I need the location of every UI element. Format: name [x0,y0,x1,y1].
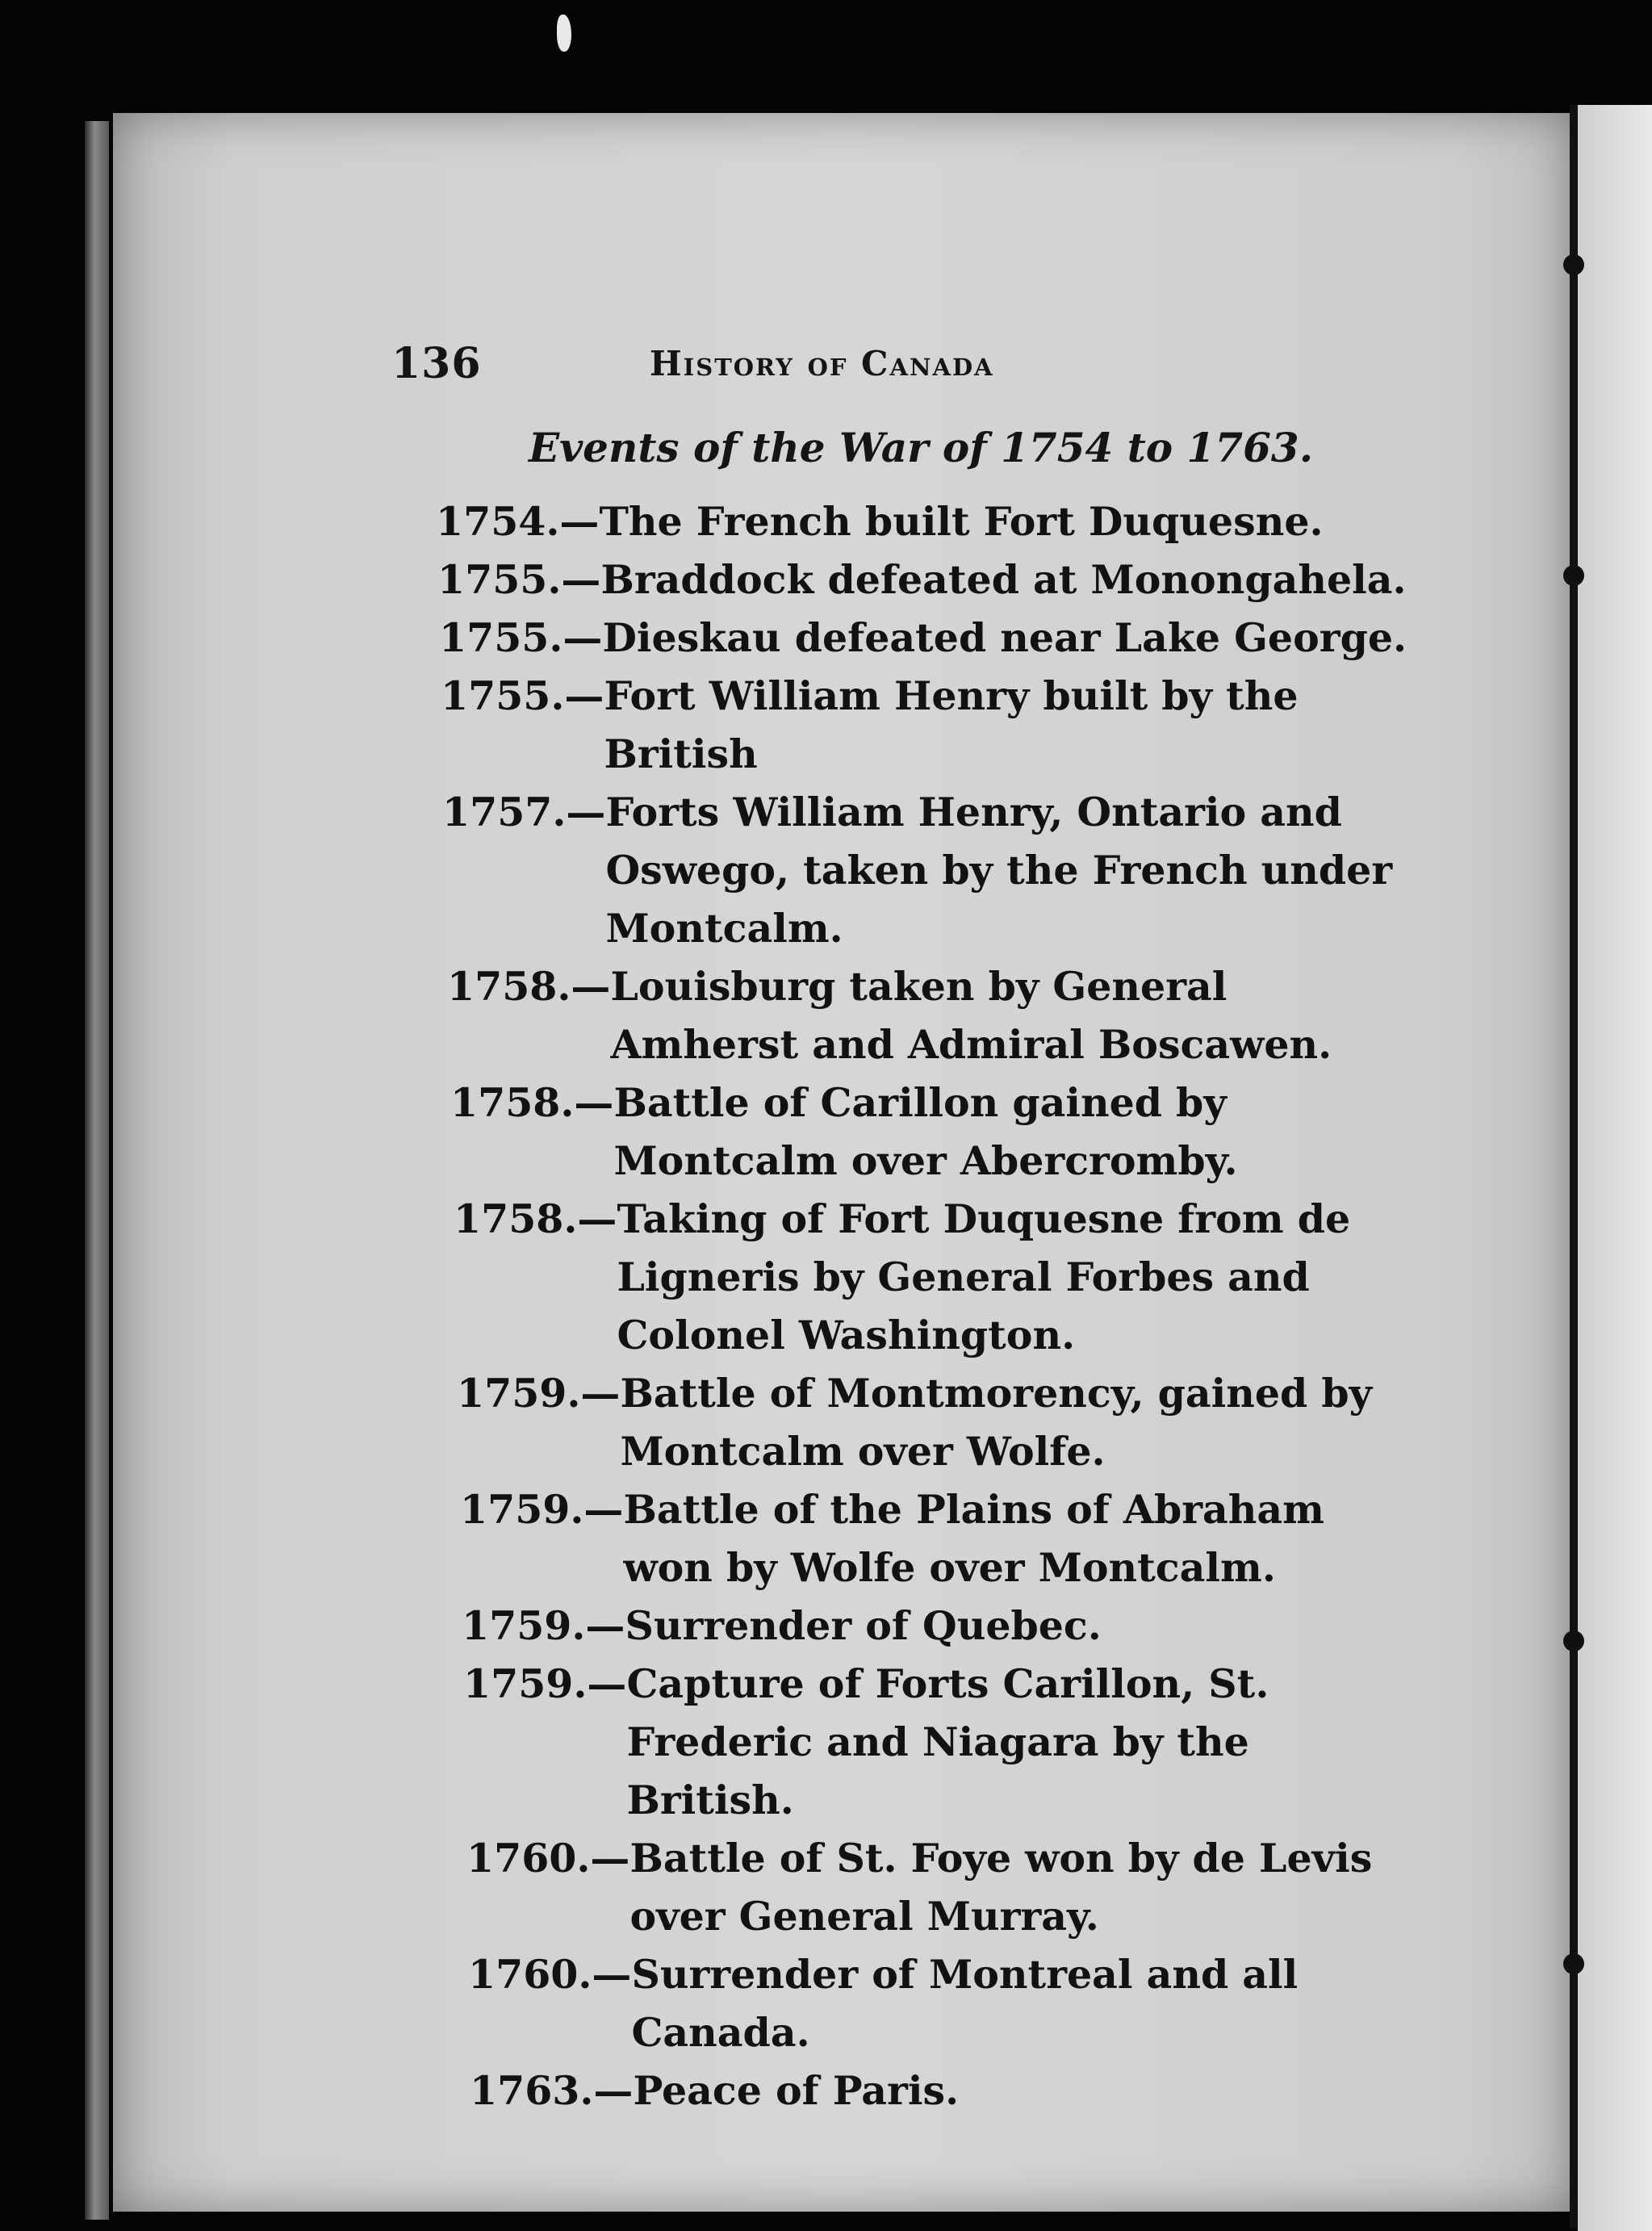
event-text: The French built Fort Duquesne. [599,498,1324,545]
page-edge [85,121,109,2220]
event-year: 1755.— [441,672,604,719]
list-item [436,609,1428,667]
event-year: 1754.— [436,498,600,545]
event-year: 1759.— [460,1486,624,1533]
event-year: 1760.— [466,1835,630,1881]
list-item [436,1480,1428,1597]
list-item [436,667,1428,783]
event-year: 1758.— [447,963,611,1010]
event-text: Braddock defeated at Monongahela. [600,556,1407,603]
event-text: Battle of the Plains of Abraham won by Wolfe over Montcalm. [623,1486,1325,1591]
event-year: 1759.— [462,1602,625,1649]
section-title: Events of the War of 1754 to 1763. [529,424,1314,471]
event-year: 1755.— [439,614,603,661]
event-year: 1760.— [468,1951,632,1998]
event-text: Forts William Henry, Ontario and Oswego, taken by the French under Montcalm. [605,789,1393,952]
spine-stitch-mark [1563,1953,1584,1974]
event-year: 1759.— [457,1370,621,1417]
event-text: Taking of Fort Duquesne from de Ligneris by General Forbes and Colonel Washington. [617,1195,1351,1358]
spine-stitch-mark [1563,254,1584,275]
event-year: 1758.— [450,1079,614,1126]
page-header [391,339,1441,396]
event-text: Battle of Montmorency, gained by Montcalm over Wolfe. [620,1370,1373,1475]
list-item [436,492,1428,550]
event-year: 1758.— [454,1195,617,1242]
list-item [436,1945,1428,2061]
event-text: Battle of St. Foye won by de Levis over General Murray. [629,1835,1373,1940]
events-list [436,492,1428,2120]
event-text: Dieskau defeated near Lake George. [602,614,1407,661]
list-item [436,1190,1428,1364]
list-item [436,957,1428,1074]
event-text: Surrender of Quebec. [625,1602,1102,1649]
event-year: 1763.— [470,2067,634,2114]
spine-line [1570,105,1578,2228]
list-item [436,1597,1428,1655]
list-item [436,1829,1428,1945]
spine-stitch-mark [1563,1630,1584,1651]
event-text: Louisburg taken by General Amherst and Admiral Boscawen. [610,963,1332,1068]
spine-stitch-mark [1563,565,1584,586]
list-item [436,1655,1428,1829]
event-text: Peace of Paris. [633,2067,960,2114]
facing-page-strip [1578,105,1652,2231]
scan-speck [557,15,571,52]
event-text: Capture of Forts Carillon, St. Frederic and Niagara by the British. [626,1660,1269,1823]
event-text: Surrender of Montreal and all Canada. [631,1951,1299,2056]
event-year: 1759.— [463,1660,627,1707]
page-number: 136 [391,339,482,388]
event-year: 1755.— [437,556,601,603]
list-item [436,783,1428,957]
list-item [436,1364,1428,1480]
running-head: History of Canada [650,344,994,383]
list-item [436,1074,1428,1190]
list-item [436,2061,1428,2120]
list-item [436,550,1428,609]
event-text: Fort William Henry built by the British [604,672,1299,777]
event-year: 1757.— [442,789,606,835]
event-text: Battle of Carillon gained by Montcalm over Abercromby. [613,1079,1238,1184]
